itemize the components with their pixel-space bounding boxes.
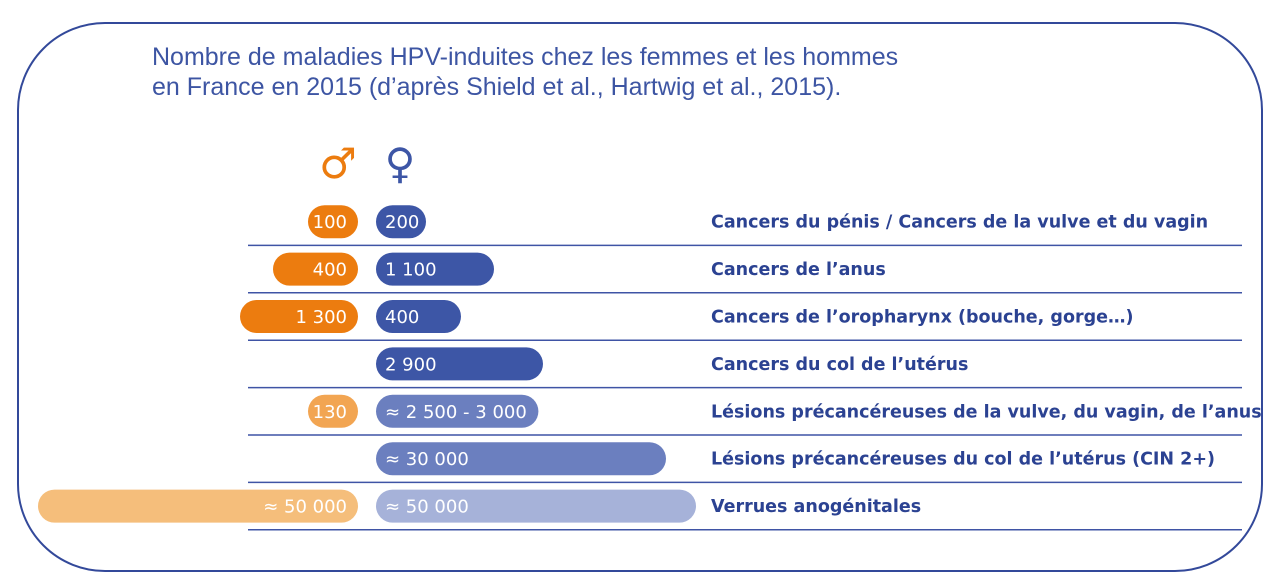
male-symbol-icon: ♂ [319, 139, 357, 188]
row-label: Cancers du col de l’utérus [711, 354, 969, 375]
row-label: Verrues anogénitales [711, 497, 922, 518]
row-label: Cancers de l’anus [711, 260, 886, 281]
female-bar-label: 2 900 [385, 354, 437, 376]
male-bar-label: 100 [312, 212, 347, 234]
male-bar-label: 130 [312, 401, 347, 423]
female-bar-label: ≈ 2 500 - 3 000 [385, 401, 527, 423]
female-bar-label: ≈ 50 000 [385, 496, 469, 518]
row-label: Lésions précancéreuses de la vulve, du vagin, de l’anus [711, 402, 1262, 423]
row-label: Cancers du pénis / Cancers de la vulve et du vagin [711, 212, 1209, 233]
female-symbol-icon: ♀ [384, 139, 416, 188]
female-bar-label: 200 [385, 212, 420, 234]
male-bar-label: 400 [312, 259, 347, 281]
chart-title-line-1: Nombre de maladies HPV-induites chez les femmes et les hommes [152, 43, 899, 71]
female-bar-label: 400 [385, 307, 420, 328]
female-bar-label: ≈ 30 000 [385, 449, 469, 471]
male-bar-label: ≈ 50 000 [263, 496, 347, 518]
chart-title-line-2: en France en 2015 (d’après Shield et al., Hartwig et al., 2015). [152, 73, 842, 101]
row-label: Cancers de l’oropharynx (bouche, gorge…) [711, 307, 1134, 328]
female-bar-label: 1 100 [385, 259, 437, 281]
male-bar-label: 1 300 [295, 307, 347, 328]
row-label: Lésions précancéreuses du col de l’utérus (CIN 2+) [711, 449, 1216, 470]
